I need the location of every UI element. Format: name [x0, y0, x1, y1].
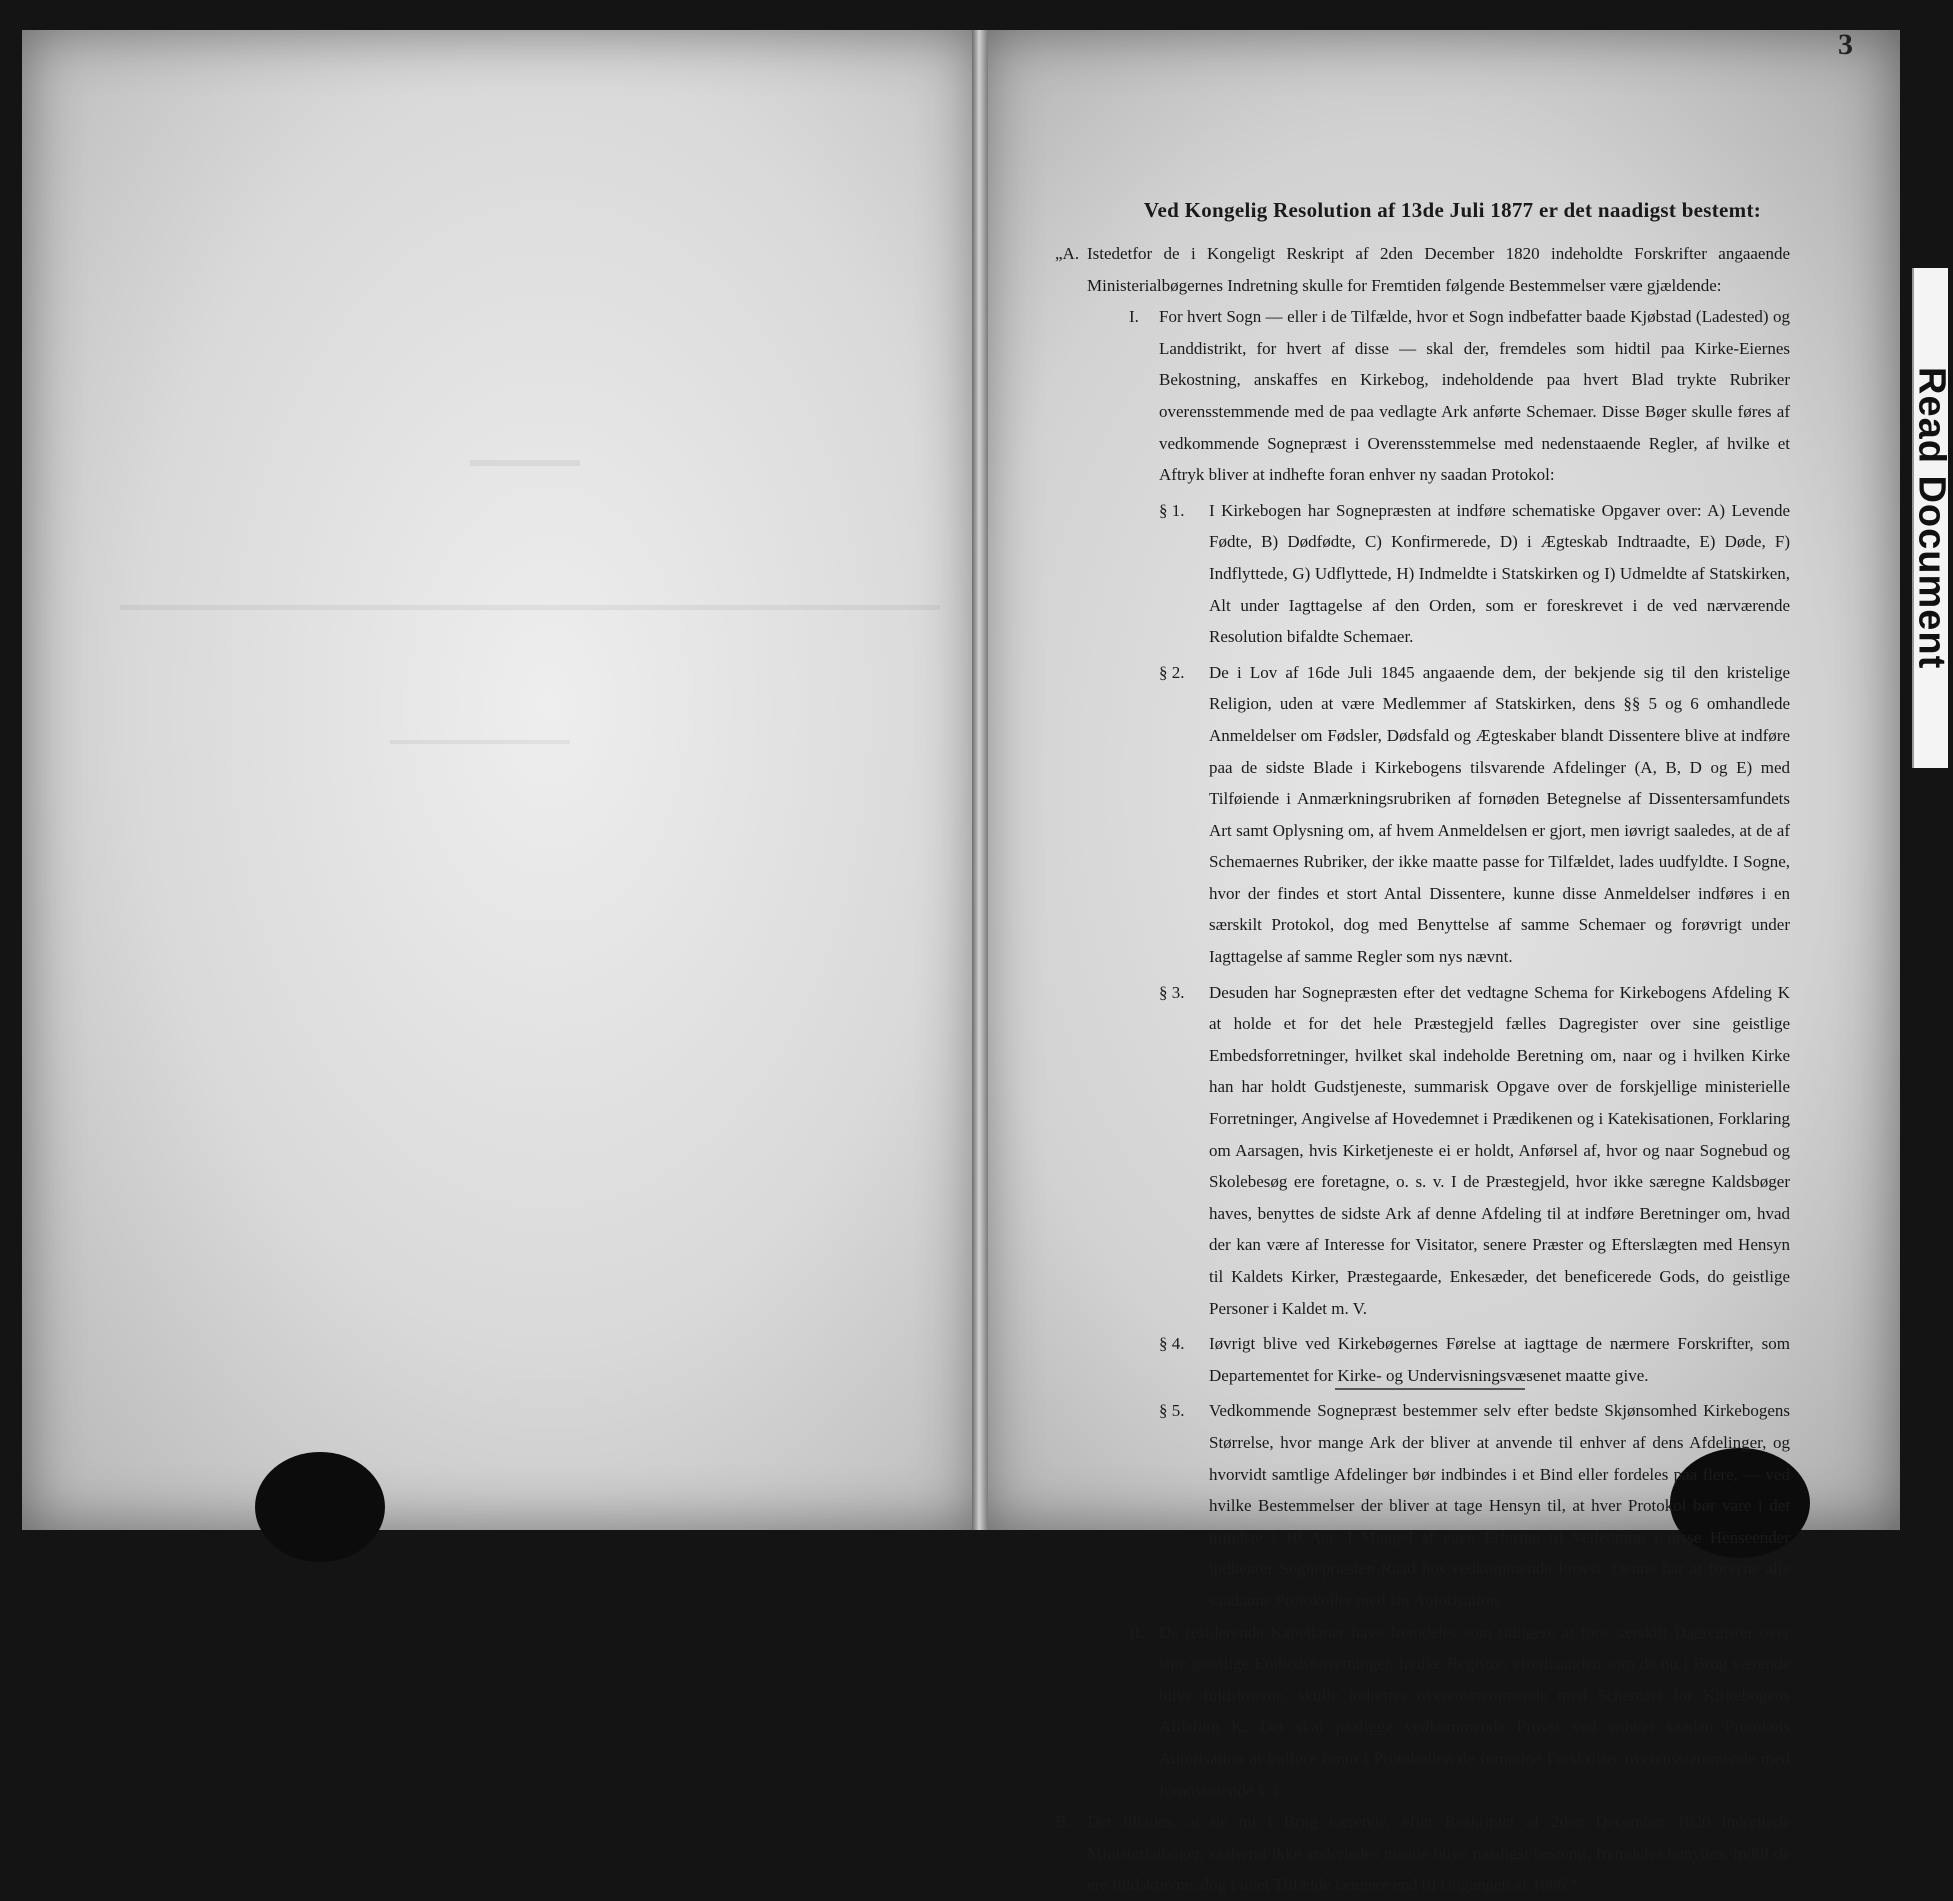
left-page	[22, 30, 980, 1530]
paragraph-3	[1159, 977, 1790, 1325]
section-b-text: Det tillades, at de nu i Brug værende, efter Reskriptet af 2den December 1820 indrettede Ministerialbøger, saafremt ikke anderledes maatte blive naadigst bestemt, fremdeles benyttes, indtil de ere fuldskrevne, dog i intet Tilfælde længere end til Udgangen af 1886.“	[1087, 1812, 1790, 1895]
thumb-shadow-left	[255, 1452, 385, 1562]
bleed-through-mark	[470, 420, 580, 466]
paragraph-4	[1159, 1328, 1790, 1391]
bleed-through-mark	[120, 575, 940, 610]
paragraph-text: Vedkommende Sognepræst bestemmer selv efter bedste Skjønsomhed Kirkebogens Størrelse, hvor mange Ark der bliver at anvende til enhver af dens Afdelinger, og hvorvidt samtlige Afdelinger bør indbindes i et Bind eller fordeles paa flere, — ved hvilke Bestemmelser der bliver at tage Hensyn til, at hver Protokol bør vare i det mindste i 10 Aar. I Mangel af egen Erfaring til Veiledning i disse Henseender indhenter Sognepræsten Raad hos vedkommende Provst. Denne har at forsyne alle saadanne Protokoller med sin Autorisation.	[1209, 1401, 1790, 1610]
paragraph-text: I Kirkebogen har Sognepræsten at indføre schematiske Opgaver over: A) Levende Fødte, B) Dødfødte, C) Konfirmerede, D) i Ægteskab Indtraadte, E) Døde, F) Indflyttede, G) Udflyttede, H) Indmeldte i Statskirken og I) Udmeldte af Statskirken, Alt under Iagttagelse af den Orden, som er foreskrevet i de ved nærværende Resolution bifaldte Schemaer.	[1209, 500, 1790, 647]
paragraph-marker: § 2.	[1159, 662, 1185, 682]
section-a-marker: „A.	[1055, 244, 1080, 263]
paragraph-1	[1159, 495, 1790, 653]
paragraph-marker: § 3.	[1159, 982, 1185, 1002]
document-title: Ved Kongelig Resolution af 13de Juli 1877 er det naadigst bestemt:	[1143, 198, 1762, 222]
item-ii-text: De residerende Kapellaner have fremdeles som tidligere at føre særskilt Dagregister over sine geistlige Embedsforretninger, hvilke Registre, efterhaanden som de nu i Brug værende blive fuldskrevne, skulle indrettes overensstemmende med Schemaet for Kirkebogens Afdeling K. Det skal paaligge vedkommende Provst ved enhver saadan Protokols Autorisation at indføre foran i Protokollen de fornødne Forskrifter overensstemmende med foranstaaende § 3.	[1159, 1622, 1790, 1800]
paragraph-marker: § 1.	[1159, 500, 1185, 520]
paragraph-text: Desuden har Sognepræsten efter det vedtagne Schema for Kirkebogens Afdeling K at holde et for det hele Præstegjeld fælles Dagregister over sine geistlige Embedsforretninger, hvilket skal indeholde Beretning om, naar og i hvilken Kirke han har holdt Gudstjeneste, summarisk Opgave over de forskjellige ministerielle Forretninger, Angivelse af Hovedemnet i Prædikenen og i Katekisationen, Forklaring om Aarsagen, hvis Kirketjeneste ei er holdt, Anførsel af, hvor og naar Sognebud og Skolebesøg ere foretagne, o. s. v. I de Præstegjeld, hvor ikke særegne Kaldsbøger haves, benyttes de sidste Ark af denne Afdeling til at indføre Beretninger om, hvad der kan være af Interesse for Visitator, senere Præster og Efterslægten med Hensyn til Kaldets Kirker, Præstegaarde, Enkesæder, det beneficerede Gods, do geistlige Personer i Kaldet m. V.	[1209, 982, 1790, 1318]
section-b	[1055, 1806, 1790, 1901]
paragraph-text: De i Lov af 16de Juli 1845 angaaende dem, der bekjende sig til den kristelige Religion, uden at være Medlemmer af Statskirken, dens §§ 5 og 6 omhandlede Anmeldelser om Fødsler, Dødsfald og Ægteskaber blandt Dissentere blive at indføre paa de sidste Blade i Kirkebogens tilsvarende Afdelinger (A, B, D og E) med Tilføiende i Anmærkningsrubriken af fornøden Betegnelse af Dissentersamfundets Art samt Oplysning om, af hvem Anmeldelsen er gjort, men iøvrigt saaledes, at de af Schemaernes Rubriker, der ikke maatte passe for Tilfældet, lades uudfyldte. I Sogne, hvor der findes et stort Antal Dissentere, kunne disse Anmeldelser indføres i en særskilt Protokol, dog med Benyttelse af samme Schemaer og forøvrigt under Iagttagelse af samme Regler som nys nævnt.	[1209, 662, 1790, 967]
book-spine	[972, 30, 988, 1530]
item-ii-marker: II.	[1129, 1622, 1145, 1642]
paragraph-text: Iøvrigt blive ved Kirkebøgernes Førelse at iagttage de nærmere Forskrifter, som Departementet for Kirke- og Undervisningsvæsenet maatte give.	[1209, 1334, 1790, 1385]
read-document-tab[interactable]	[1910, 268, 1953, 768]
paragraph-marker: § 5.	[1159, 1401, 1185, 1421]
paragraph-5	[1159, 1395, 1790, 1616]
item-i-text: For hvert Sogn — eller i de Tilfælde, hvor et Sogn indbefatter baade Kjøbstad (Ladested) og Landdistrikt, for hvert af disse — skal der, fremdeles som hidtil paa Kirke-Eiernes Bekostning, anskaffes en Kirkebog, indeholdende paa hvert Blad trykte Rubriker overensstemmende med de paa vedlagte Ark anførte Schemaer. Disse Bøger skulle føres af vedkommende Sognepræst i Overensstemmelse med nedenstaaende Regler, af hvilke et Aftryk bliver at indhefte foran enhver ny saadan Protokol:	[1159, 307, 1790, 485]
page-number: 3	[1838, 28, 1853, 61]
paragraph-2	[1159, 657, 1790, 973]
section-a-text: Istedetfor de i Kongeligt Reskript af 2den December 1820 indeholdte Forskrifter angaaende Ministerialbøgernes Indretning skulle for Fremtiden følgende Bestemmelser være gjældende:	[1087, 244, 1790, 295]
bleed-through-mark	[390, 720, 570, 744]
paragraph-marker: § 4.	[1159, 1334, 1185, 1354]
section-b-marker: B.	[1055, 1812, 1071, 1832]
closing-rule	[1335, 1388, 1525, 1390]
read-document-tab-label: Read Document	[1910, 366, 1953, 670]
item-i-marker: I.	[1129, 307, 1139, 327]
item-ii	[1129, 1617, 1790, 1807]
resolution-text	[1055, 190, 1790, 1901]
section-a	[1055, 238, 1790, 1806]
item-i	[1129, 301, 1790, 491]
